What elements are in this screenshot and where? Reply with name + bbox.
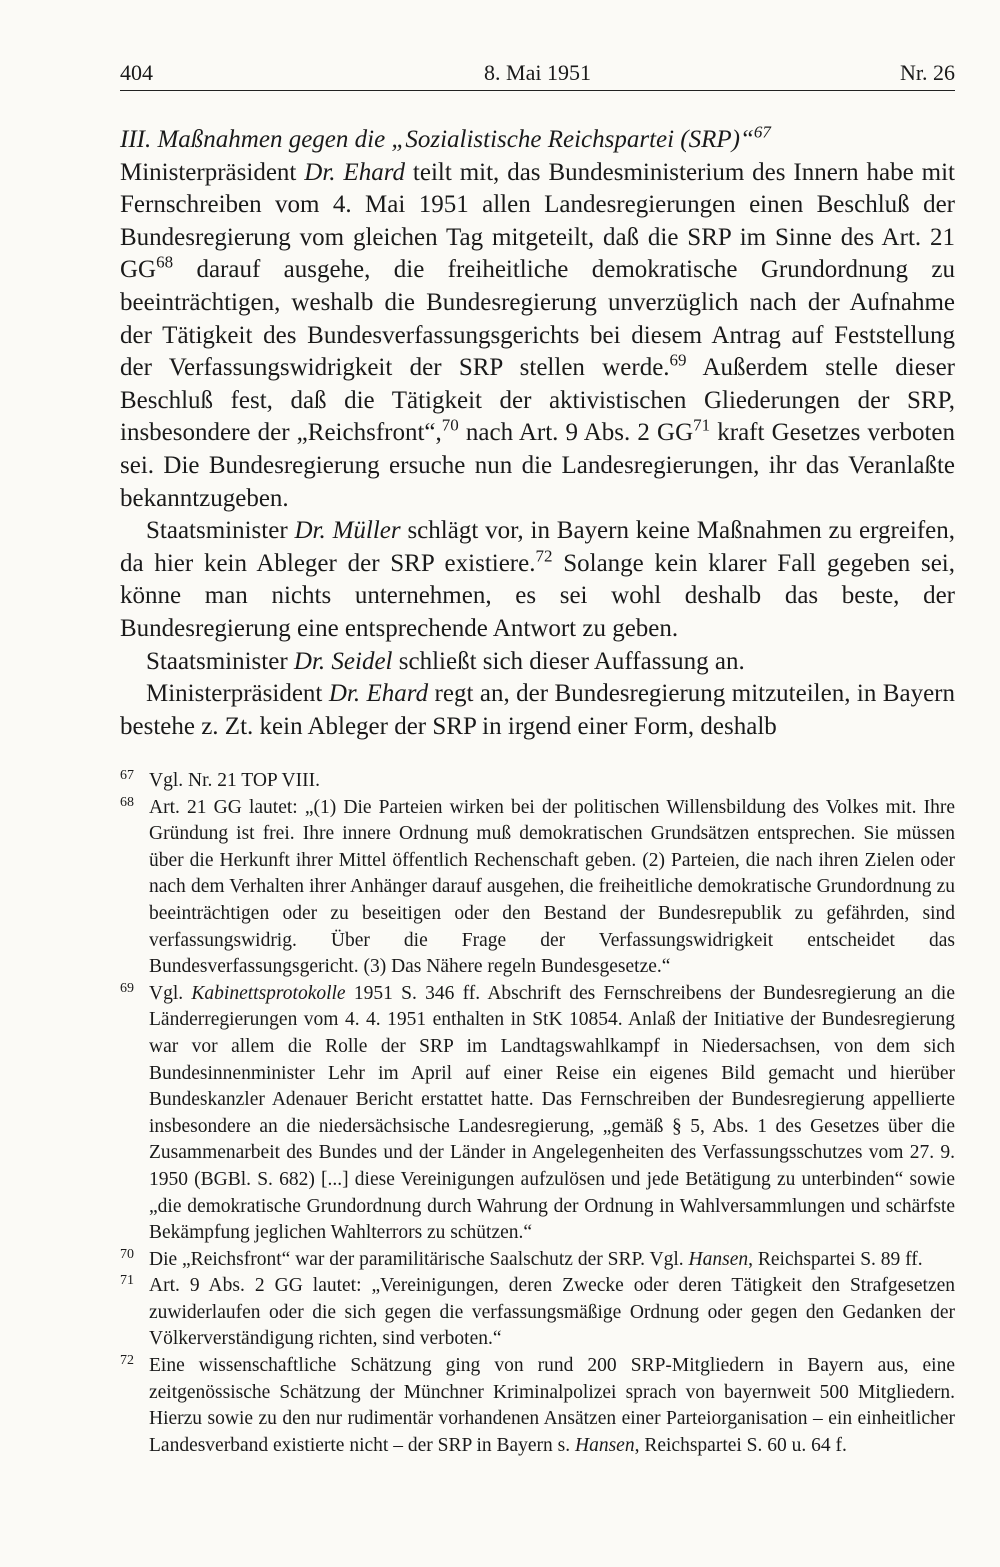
footnote-ref-71[interactable]: 71	[693, 416, 711, 436]
text-run: schließt sich dieser Auffassung an.	[392, 647, 745, 675]
footnote-text: 1951 S. 346 ff. Abschrift des Fernschreibens der Bundesregierung an die Länderregierungen vom 4. 4. 1951 enthalten in StK 10854. Anlaß der Initiative der Bundesregierung war vor allem die Rolle der SRP im Landtagswahlkampf in Niedersachsen, von dem sich Bundesinnenminister Lehr im April auf einer Reise ein eigenes Bild gemacht und hierüber Bundeskanzler Adenauer Bericht erstattet hatte. Das Fernschreiben der Bundesregierung appellierte insbesondere an die niedersächsische Landesregierung, „gemäß § 5, Abs. 1 des Gesetzes über die Zusammenarbeit des Bundes und der Länder in Angelegenheiten des Verfassungsschutzes vom 27. 9. 1950 (BGBl. S. 682) [...] diese Vereinigungen aufzulösen und jede Betätigung zu unterbinden“ sowie „die demokratische Grundordnung durch Wahrung der Ordnung in Wahlversammlungen und schärfste Bekämpfung jeglichen Wahlterrors zu schützen.“	[149, 982, 956, 1244]
speaker-name: Dr. Ehard	[304, 158, 406, 186]
footnote-72	[120, 1353, 955, 1459]
header-date: 8. Mai 1951	[484, 60, 591, 85]
text-run: regt an, der Bundesregierung mitzuteilen, in Bayern bestehe z. Zt. kein Ableger der SRP in irgend einer Form, deshalb	[120, 680, 955, 740]
main-text	[120, 124, 955, 743]
text-run: darauf ausgehe, die freiheitliche demokratische Grundordnung zu beeinträchtigen, weshalb die Bundesregierung unverzüglich nach der Aufnahme der Tätigkeit des Bundesverfassungsgerichts bei diesem Antrag auf Feststellung der Verfassungswidrigkeit der SRP stellen werde.	[120, 256, 955, 382]
paragraph-ehard-1	[120, 157, 955, 516]
speaker-name: Dr. Seidel	[293, 647, 393, 675]
footnote-text: Art. 21 GG lautet: „(1) Die Parteien wirken bei der politischen Willensbildung des Volkes mit. Ihre Gründung ist frei. Ihre innere Ordnung muß demokratischen Grundsätzen entsprechen. Sie müssen über die Herkunft ihrer Mittel öffentlich Rechenschaft geben. (2) Parteien, die nach ihren Zielen oder nach dem Verhalten ihrer Anhänger darauf ausgehen, die freiheitliche demokratische Grundordnung zu beeinträchtigen oder zu beseitigen oder den Bestand der Bundesrepublik zu gefährden, sind verfassungswidrig. Über die Frage der Verfassungswidrigkeit entscheidet das Bundesverfassungsgericht. (3) Das Nähere regeln Bundesgesetze.“	[149, 796, 955, 978]
text-run: Ministerpräsident	[120, 158, 305, 186]
cited-author: Hansen	[688, 1248, 749, 1270]
footnote-text: Art. 9 Abs. 2 GG lautet: „Vereinigungen, deren Zwecke oder deren Tätigkeit den Strafgesetzen zuwiderlaufen oder die sich gegen die verfassungsmäßige Ordnung oder gegen den Gedanken der Völkerverständigung richten, sind verboten.“	[149, 1275, 955, 1350]
footnote-68	[120, 795, 955, 981]
text-run: teilt mit, das Bundesministerium des Innern habe mit Fernschreiben vom 4. Mai 1951 allen Landesregierungen einen Beschluß der Bundesregierung vom gleichen Tag mitgeteilt, daß die SRP im Sinne des Art. 21 GG	[120, 158, 955, 284]
text-run: Außerdem stelle dieser Beschluß fest, daß die Tätigkeit der aktivistischen Gliederungen der SRP, insbesondere der „Reichsfront“,	[120, 354, 955, 447]
footnote-ref-68[interactable]: 68	[156, 253, 174, 273]
speaker-name: Dr. Ehard	[328, 680, 429, 708]
document-number: Nr. 26	[900, 60, 955, 85]
footnote-text: , Reichspartei S. 60 u. 64 f.	[634, 1434, 847, 1456]
footnote-number: 69	[120, 980, 134, 996]
footnote-text: Vgl. Nr. 21 TOP VIII.	[149, 770, 320, 791]
footnote-67	[120, 768, 955, 795]
paragraph-seidel	[120, 646, 955, 679]
text-run: Solange kein klarer Fall gegeben sei, könne man nichts unternehmen, es sei wohl deshalb das beste, der Bundesregierung eine entsprechende Antwort zu geben.	[120, 549, 955, 642]
footnote-text: Eine wissenschaftliche Schätzung ging von rund 200 SRP-Mitgliedern in Bayern aus, eine zeitgenössische Schätzung der Münchner Kriminalpolizei sprach von bayernweit 500 Mitgliedern. Hierzu sowie zu den nur rudimentär vorhandenen Ansätzen einer Parteiorganisation – ein einheitlicher Landesverband existierte nicht – der SRP in Bayern s.	[149, 1355, 955, 1456]
text-run: Ministerpräsident	[146, 680, 329, 708]
footnote-ref-70[interactable]: 70	[441, 416, 459, 436]
footnote-number: 67	[120, 768, 134, 783]
footnotes-section	[120, 768, 955, 1459]
running-header	[120, 60, 955, 91]
cited-work: Kabinettsprotokolle	[191, 982, 346, 1004]
footnote-ref-69[interactable]: 69	[669, 350, 687, 370]
section-title: III. Maßnahmen gegen die „Sozialistische Reichspartei (SRP)“	[120, 126, 754, 153]
footnote-text: , Reichspartei S. 89 ff.	[748, 1248, 923, 1270]
section-heading	[120, 124, 955, 157]
footnote-number: 70	[120, 1246, 134, 1262]
footnote-69	[120, 981, 955, 1247]
text-run: schlägt vor, in Bayern keine Maßnahmen zu ergreifen, da hier kein Ableger der SRP existiere.	[120, 517, 955, 577]
footnote-ref-72[interactable]: 72	[535, 546, 553, 566]
footnote-number: 72	[120, 1353, 134, 1369]
footnote-text: Die „Reichsfront“ war der paramilitärische Saalschutz der SRP. Vgl.	[149, 1248, 689, 1270]
paragraph-mueller	[120, 515, 955, 645]
text-run: Staatsminister	[146, 647, 294, 675]
cited-author: Hansen	[575, 1434, 635, 1456]
page-number: 404	[120, 60, 153, 85]
text-run: kraft Gesetzes verboten sei. Die Bundesregierung ersuche nun die Landesregierungen, ihr das Veranlaßte bekanntzugeben.	[120, 419, 955, 512]
footnote-text: Vgl.	[149, 982, 192, 1004]
footnote-71	[120, 1273, 955, 1353]
text-run: nach Art. 9 Abs. 2 GG	[458, 419, 694, 447]
speaker-name: Dr. Müller	[294, 517, 401, 545]
footnote-number: 71	[120, 1273, 134, 1289]
footnote-70	[120, 1247, 955, 1274]
text-run: Staatsminister	[146, 517, 295, 545]
footnote-number: 68	[120, 794, 134, 810]
footnote-ref-67[interactable]: 67	[753, 122, 771, 142]
paragraph-ehard-2	[120, 678, 955, 743]
